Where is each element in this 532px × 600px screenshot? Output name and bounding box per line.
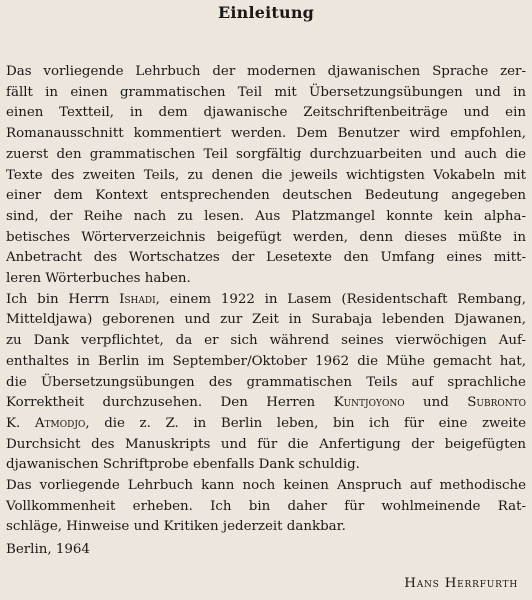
- text-line: Das vorliegende Lehrbuch der modernen djawanischen Sprache zer-: [6, 64, 526, 79]
- text-line: [6, 393, 526, 414]
- text-line: leren Wörterbuches haben.: [6, 271, 191, 287]
- text-line: zuerst den grammatischen Teil sorgfältig durchzuarbeiten und auch die: [6, 146, 526, 162]
- text-line: [6, 414, 526, 435]
- text-fragment: K.: [6, 415, 35, 431]
- text-line: Vollkommenheit erheben. Ich bin daher für wohlmeinende Rat-: [6, 498, 526, 514]
- text-fragment: Korrektheit durchzusehen. Den Herren: [6, 395, 334, 411]
- text-line: [6, 290, 526, 311]
- person-name: Subronto: [467, 395, 526, 411]
- text-line: Durchsicht des Manuskripts und für die Anfertigung der beigefügten: [6, 436, 526, 452]
- paragraph-3: [6, 476, 526, 538]
- text-fragment: und: [404, 395, 468, 411]
- person-name: Kuntjoyono: [333, 395, 405, 411]
- place-date: Berlin, 1964: [6, 542, 90, 557]
- text-line: sind, der Reihe nach zu lesen. Aus Platzmangel konnte kein alpha-: [6, 208, 526, 224]
- text-line: djawanischen Schriftprobe ebenfalls Dank schuldig.: [6, 457, 360, 473]
- text-line: betisches Wörterverzeichnis beigefügt werden, denn dieses müßte in: [6, 229, 526, 245]
- text-line: die Übersetzungsübungen des grammatischen Teils auf sprachliche: [6, 374, 526, 390]
- text-line: enthaltes in Berlin im September/Oktober 1962 die Mühe gemacht hat,: [6, 353, 526, 369]
- text-line: einer dem Kontext entsprechenden deutschen Bedeutung angegeben: [6, 188, 526, 204]
- text-line: Anbetracht des Wortschatzes der Lesetexte den Umfang eines mitt-: [6, 250, 526, 266]
- text-line: einen Textteil, in dem djawanische Zeitschriftenbeiträge und ein: [6, 105, 526, 121]
- person-name: Atmodjo: [34, 415, 86, 431]
- author-signature: Hans Herrfurth: [404, 576, 518, 591]
- text-line: Texte des zweiten Teils, zu denen die jeweils wichtigsten Vokabeln mit: [6, 167, 526, 183]
- text-fragment: , die z. Z. in Berlin leben, bin ich für eine zweite: [85, 415, 526, 431]
- text-line: Mitteldjawa) geborenen und zur Zeit in Surabaja lebenden Djawanen,: [6, 312, 526, 328]
- paragraph-1: [6, 62, 526, 290]
- text-line: Das vorliegende Lehrbuch kann noch keinen Anspruch auf methodische: [6, 478, 526, 493]
- page-title: Einleitung: [217, 3, 315, 22]
- text-line: Romanausschnitt kommentiert werden. Dem Benutzer wird empfohlen,: [6, 126, 526, 142]
- text-fragment: , einem 1922 in Lasem (Residentschaft Rembang,: [155, 291, 526, 307]
- text-line: zu Dank verpflichtet, da er sich während seines vierwöchigen Auf-: [6, 333, 526, 349]
- text-line: schläge, Hinweise und Kritiken jederzeit dankbar.: [6, 519, 346, 535]
- text-line: fällt in einen grammatischen Teil mit Übersetzungsübungen und in: [6, 84, 526, 100]
- person-name: Ishadi: [119, 291, 156, 307]
- text-fragment: Ich bin Herrn: [6, 291, 120, 307]
- paragraph-2: [6, 290, 526, 476]
